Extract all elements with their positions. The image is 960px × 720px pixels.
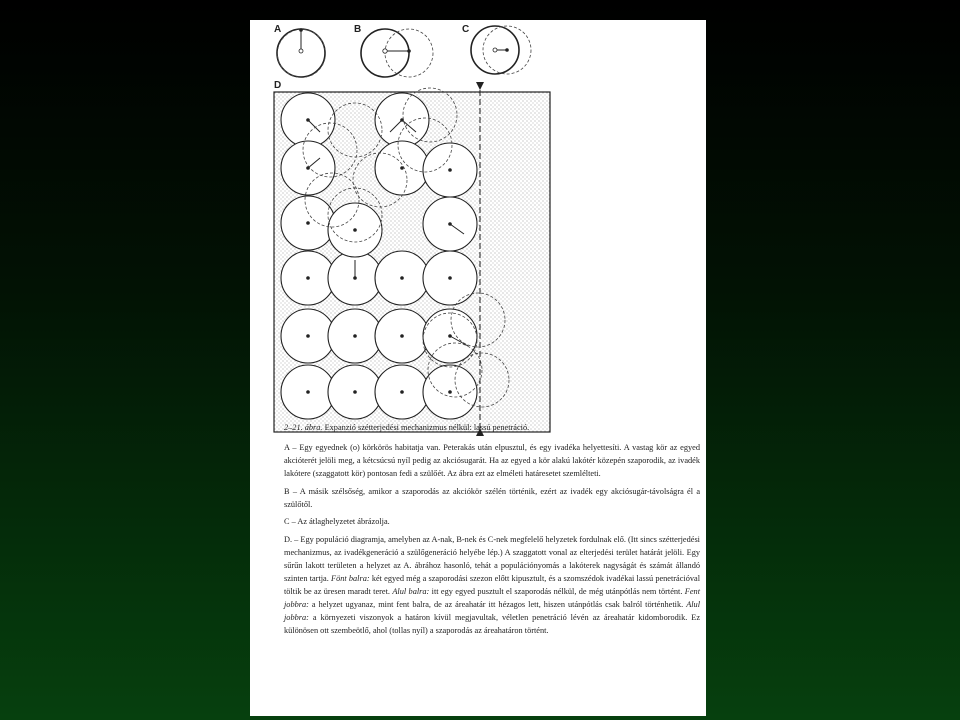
panel-label-b: B: [354, 24, 362, 35]
individual-dot: [306, 334, 310, 338]
figure-drawing: [250, 20, 706, 440]
caption-paragraph-d: [284, 534, 700, 637]
caption-title-number: 2–21. ábra.: [284, 423, 323, 432]
individual-dot: [400, 334, 404, 338]
caption-d-part-4: a helyzet ugyanaz, mint fent balra, de az áreahatár itt hézagos lett, hiszen utánpótlás csak balról történhetik.: [311, 599, 684, 609]
figure-2-21: [250, 20, 706, 440]
panel-c-diagram: [471, 26, 531, 74]
panel-b-diagram: [361, 29, 433, 77]
scanned-page: [250, 20, 706, 716]
panel-label-a: A: [274, 24, 282, 35]
caption-paragraph-a: A – Egy egyednek (o) körkörös habitatja van. Peterakás után elpusztul, és egy ivadéka helyettesíti. A vastag kör az egyed akcióterét jelöli meg, a kétcsúcsú nyíl pedig az akciósugarát. Ha az egyed a kör alakú lakótér közepén szaporodik, az ivadék lakótere (szaggatott kör) pontosan fedi a szülőét. Az ábra ezt az elméleti határesetet szemlélteti.: [284, 442, 700, 478]
caption-alul-balra-label: Alul balra:: [392, 586, 430, 596]
caption-d-part-1: D. – Egy populáció diagramja, amelyben az A-nak, B-nek és C-nek megfelelő helyzetek fordulnak elő. (Itt sincs szétterjedési mechanizmus, az ivadékgeneráció a szülőgeneráció helyébe lép.) A szaggatott vonal az elterjedési terület határát jelöli. Egy sűrűn lakott területen a helyzet az A. ábrához hasonló, tehát a populációnyomás a lakóterek nagyságát és számát állandó szinten tartja.: [284, 535, 700, 584]
caption-fent-balra-label: Fönt balra:: [331, 574, 370, 584]
caption-d-part-3: itt egy egyed pusztult el szaporodás nélkül, de még utánpótlás nem történt.: [431, 586, 683, 596]
caption-title: [284, 422, 700, 435]
individual-dot: [400, 276, 404, 280]
individual-dot: [448, 390, 452, 394]
individual-dot: [306, 390, 310, 394]
individual-dot: [400, 390, 404, 394]
individual-dot: [353, 390, 357, 394]
caption-alul-jobbra-label: Alul jobbra:: [284, 599, 701, 622]
caption-d-part-5: a környezeti viszonyok a határon kívül megjavultak, véletlen penetráció lévén az áreahatár kidomborodik. Ez különösen ott szembeötlő, ahol (tollas nyíl) a szaporodás az áreahatáron történt.: [284, 612, 701, 635]
individual-dot: [448, 276, 452, 280]
caption-fent-jobbra-label: Fent jobbra:: [284, 586, 701, 609]
individual-dot: [353, 228, 357, 232]
caption-paragraph-b: B – A másik szélsőség, amikor a szaporodás az akciókör szélén történik, ezért az ivadék egy akciósugár-távolságra él a szülőtől.: [284, 486, 700, 509]
panel-a-diagram: [277, 28, 326, 77]
panel-d-diagram: [274, 82, 550, 436]
caption-d-part-2: két egyed még a szaporodási szezon előtt kipusztult, és a szomszédok ivadékai lassú penetrációval töltik be az üresen maradt teret.: [284, 574, 701, 596]
panel-label-c: C: [462, 24, 470, 35]
individual-dot: [448, 168, 452, 172]
figure-caption: [284, 422, 700, 643]
individual-dot: [306, 221, 310, 225]
panel-label-d: D: [274, 80, 282, 91]
individual-dot: [353, 334, 357, 338]
caption-paragraph-c: C – Az átlaghelyzetet ábrázolja.: [284, 517, 390, 527]
caption-title-text: Expanzió szétterjedési mechanizmus nélkül: lassú penetráció.: [324, 423, 530, 432]
individual-dot: [306, 276, 310, 280]
